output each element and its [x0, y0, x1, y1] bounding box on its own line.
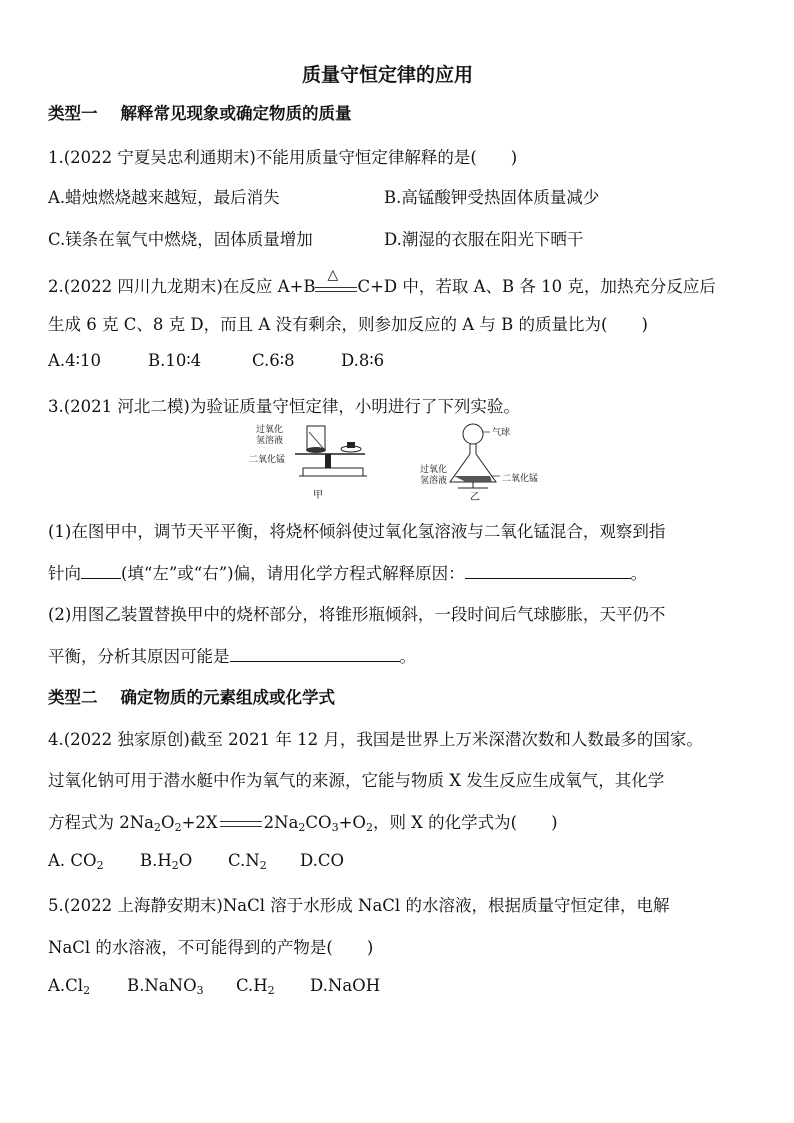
- subscript: 2: [259, 859, 267, 872]
- page-title: 质量守恒定律的应用: [302, 64, 474, 86]
- subscript: 2: [298, 821, 306, 834]
- text-segment: NaCl 的水溶液，不可能得到的产物是(: [48, 938, 333, 957]
- fill-blank-equation[interactable]: [465, 562, 631, 579]
- heat-symbol: △: [327, 266, 339, 283]
- fig-b-caption: 乙: [470, 492, 480, 503]
- q3-part1-line1: (1)在图甲中，调节天平平衡，将烧杯倾斜使过氧化氢溶液与二氧化锰混合，观察到指: [48, 522, 666, 541]
- option-text: B.H: [140, 851, 172, 870]
- text-segment: 。: [630, 564, 648, 583]
- q4-option-a: [48, 851, 104, 870]
- subscript: 3: [196, 984, 204, 997]
- question-stem: 2.(2022 四川九龙期末)在反应 A+B: [48, 277, 316, 296]
- q5-option-a: [48, 976, 90, 995]
- question-4-line3: [48, 809, 558, 833]
- q1-option-b: B.高锰酸钾受热固体质量减少: [384, 188, 600, 207]
- question-5-line2: [48, 934, 373, 958]
- fig-a-label-mno2: 二氧化锰: [249, 455, 286, 465]
- text-segment: 2Na: [263, 813, 299, 832]
- subscript: 2: [174, 821, 182, 834]
- subscript: 2: [96, 859, 104, 872]
- q2-option-c: C.6∶8: [252, 351, 295, 370]
- q1-option-d: D.潮湿的衣服在阳光下晒干: [384, 230, 584, 249]
- option-text: C.N: [228, 851, 260, 870]
- figure-b-flask: [418, 420, 548, 503]
- subscript: 2: [154, 821, 162, 834]
- answer-paren-close: ): [366, 938, 374, 957]
- q2-option-d: D.8∶6: [341, 351, 385, 370]
- question-4-line1: 4.(2022 独家原创)截至 2021 年 12 月，我国是世界上万米深潜次数和人数最多的国家。: [48, 730, 703, 749]
- q5-option-b: [127, 976, 204, 995]
- question-stem: 1.(2022 宁夏吴忠利通期末)不能用质量守恒定律解释的是(: [48, 148, 477, 167]
- q2-option-a: A.4∶10: [48, 351, 101, 370]
- text-segment: 方程式为 2Na: [48, 813, 155, 832]
- text-segment: +2X: [181, 813, 218, 832]
- q5-option-d: D.NaOH: [310, 976, 381, 995]
- question-2-line2: [48, 311, 648, 335]
- section-label: 类型二: [48, 688, 98, 707]
- q4-option-c: [228, 851, 267, 870]
- equation-equals-sign: [220, 821, 262, 827]
- q1-option-c: C.镁条在氧气中燃烧，固体质量增加: [48, 230, 313, 249]
- q2-option-b: B.10∶4: [148, 351, 202, 370]
- fill-blank-direction[interactable]: [81, 562, 121, 579]
- q1-option-a: A.蜡烛燃烧越来越短，最后消失: [48, 188, 280, 207]
- section-text: 解释常见现象或确定物质的质量: [120, 104, 352, 123]
- question-1-stem: [48, 144, 517, 168]
- fig-b-label-balloon: 气球: [492, 428, 511, 438]
- text-segment: 平衡，分析其原因可能是: [48, 647, 230, 666]
- question-3-stem: 3.(2021 河北二模)为验证质量守恒定律，小明进行了下列实验。: [48, 397, 520, 416]
- subscript: 2: [267, 984, 275, 997]
- fig-b-label-mno2: 二氧化锰: [502, 474, 539, 484]
- fig-b-label-solution: 氢溶液: [420, 476, 448, 486]
- section-text: 确定物质的元素组成或化学式: [120, 688, 335, 707]
- option-text: A.Cl: [48, 976, 84, 995]
- question-2-stem: [48, 266, 716, 297]
- text-segment: O: [161, 813, 175, 832]
- subscript: 3: [331, 821, 339, 834]
- option-text: O: [178, 851, 193, 870]
- fill-blank-reason[interactable]: [230, 645, 400, 662]
- text-segment: CO: [305, 813, 332, 832]
- fig-a-label-peroxide: 过氧化: [256, 425, 284, 435]
- question-4-line2: 过氧化钠可用于潜水艇中作为氧气的来源，它能与物质 X 发生反应生成氧气，其化学: [48, 771, 665, 790]
- q4-option-d: D.CO: [300, 851, 345, 870]
- option-text: C.H: [236, 976, 268, 995]
- section-heading-2: [48, 684, 335, 708]
- text-segment: +O: [338, 813, 366, 832]
- figure-a-balance: [249, 420, 375, 501]
- question-5-line1: 5.(2022 上海静安期末)NaCl 溶于水形成 NaCl 的水溶液，根据质量守恒定律，电解: [48, 896, 670, 915]
- section-label: 类型一: [48, 104, 98, 123]
- q3-part2-line1: (2)用图乙装置替换甲中的烧杯部分，将锥形瓶倾斜，一段时间后气球膨胀，天平仍不: [48, 605, 666, 624]
- reaction-condition-arrow: [315, 266, 357, 297]
- flask-diagram: [418, 420, 548, 500]
- subscript: 2: [171, 859, 179, 872]
- q3-part1-line2: [48, 560, 647, 584]
- answer-paren-close: ): [641, 315, 648, 334]
- answer-paren-close: ): [510, 148, 518, 167]
- option-text: A. CO: [48, 851, 97, 870]
- fig-a-label-solution: 氢溶液: [256, 436, 284, 446]
- q3-part2-line2: [48, 643, 416, 667]
- fig-a-caption: 甲: [313, 490, 323, 501]
- question-stem-cont: C+D 中，若取 A、B 各 10 克，加热充分反应后: [357, 277, 716, 296]
- section-heading-1: [48, 100, 351, 124]
- text-segment: 。: [399, 647, 416, 666]
- fig-b-label-peroxide: 过氧化: [420, 465, 448, 475]
- q5-option-c: [236, 976, 275, 995]
- question-stem-line: 生成 6 克 C、8 克 D，而且 A 没有剩余，则参加反应的 A 与 B 的质量比为(: [48, 315, 608, 334]
- text-segment: (填“左”或“右”)偏，请用化学方程式解释原因：: [121, 564, 465, 583]
- text-segment: 针向: [48, 564, 81, 583]
- subscript: 2: [365, 821, 373, 834]
- text-segment: ，则 X 的化学式为(: [372, 813, 518, 832]
- subscript: 2: [83, 984, 91, 997]
- answer-paren-close: ): [551, 813, 558, 832]
- q4-option-b: [140, 851, 192, 870]
- option-text: B.NaNO: [127, 976, 197, 995]
